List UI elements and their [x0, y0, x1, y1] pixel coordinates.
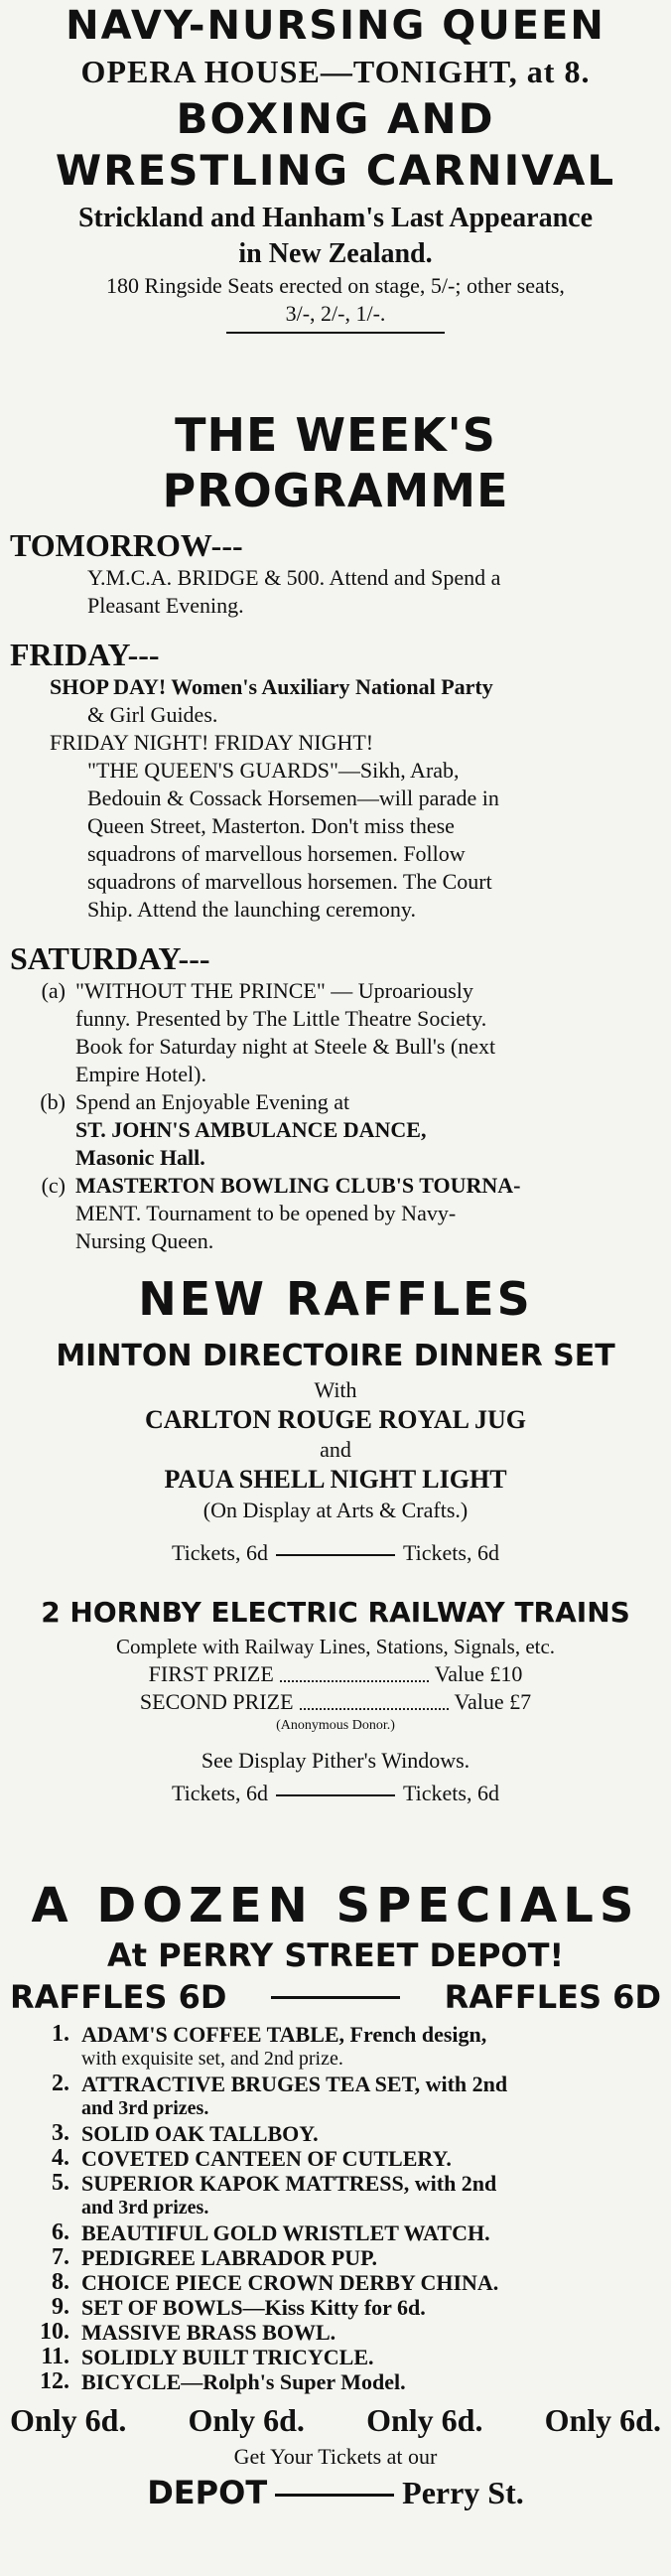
- programme-section: [10, 407, 661, 1255]
- trains-second-value: Value £7: [454, 1689, 532, 1714]
- list-item-line: with exquisite set, and 2nd prize.: [81, 2048, 343, 2070]
- header-venue: OPERA HOUSE—TONIGHT, at 8.: [80, 54, 591, 89]
- list-item-line: ATTRACTIVE BRUGES TEA SET, with 2nd: [81, 2072, 508, 2096]
- header-event-line1: BOXING AND: [176, 94, 495, 143]
- dinner-set-with: With: [314, 1377, 357, 1402]
- footer-perry-st: Perry St.: [402, 2475, 524, 2510]
- friday-line3: FRIDAY NIGHT! FRIDAY NIGHT!: [50, 730, 374, 755]
- friday-guards-line: squadrons of marvellous horsemen. Follow: [87, 841, 466, 866]
- dinner-set-jug: CARLTON ROUGE ROYAL JUG: [144, 1405, 527, 1434]
- saturday-item-c-line: Nursing Queen.: [75, 1228, 214, 1253]
- footer-depot: DEPOT: [147, 2474, 268, 2511]
- list-item: [10, 2245, 661, 2270]
- get-tickets-line: Get Your Tickets at our: [233, 2444, 438, 2469]
- trains-tickets: [10, 1776, 661, 1811]
- list-item-number: 6.: [52, 2219, 69, 2245]
- only-6d-text: Only 6d.: [544, 2402, 661, 2438]
- trains-second-prize: [10, 1688, 661, 1716]
- saturday-item-b-label: (b): [40, 1089, 66, 1114]
- footer-dash: [275, 2494, 394, 2497]
- trains-first-label: FIRST PRIZE: [148, 1661, 274, 1686]
- list-item-line: SOLIDLY BUILT TRICYCLE.: [81, 2345, 374, 2369]
- saturday-item-b: [10, 1088, 661, 1172]
- list-item-number: 2.: [52, 2071, 69, 2096]
- saturday-item-a-label: (a): [41, 978, 66, 1003]
- dinner-set-display: (On Display at Arts & Crafts.): [202, 1498, 469, 1522]
- raffles-section: [10, 1271, 661, 1811]
- header-rule: [226, 332, 445, 334]
- list-item: [10, 2022, 661, 2072]
- list-item-number: 12.: [40, 2368, 69, 2394]
- list-item: [10, 2369, 661, 2394]
- prize-dots: [280, 1660, 429, 1682]
- header-appearance-line2: in New Zealand.: [238, 238, 433, 269]
- trains-complete: Complete with Railway Lines, Stations, Signals, etc.: [115, 1635, 556, 1658]
- trains-tickets-right: Tickets, 6d: [403, 1781, 499, 1805]
- list-item-number: 7.: [52, 2244, 69, 2270]
- friday-guards-line: Queen Street, Masterton. Don't miss these: [87, 813, 455, 838]
- list-item: [10, 2171, 661, 2220]
- list-item-number: 10.: [40, 2319, 69, 2345]
- dinner-set-light: PAUA SHELL NIGHT LIGHT: [164, 1465, 507, 1494]
- list-item-line: ADAM'S COFFEE TABLE, French design,: [81, 2022, 487, 2047]
- saturday-item-c-line: MASTERTON BOWLING CLUB'S TOURNA-: [75, 1173, 521, 1198]
- friday-guards-line: Ship. Attend the launching ceremony.: [87, 897, 416, 922]
- list-item-number: 5.: [52, 2170, 69, 2196]
- list-item: [10, 2345, 661, 2369]
- trains-display: See Display Pither's Windows.: [201, 1748, 470, 1773]
- programme-title: THE WEEK'S PROGRAMME: [162, 408, 509, 517]
- friday-guards-paragraph: [10, 757, 661, 924]
- header-title: NAVY-NURSING QUEEN: [66, 3, 605, 49]
- dinner-set-title: MINTON DIRECTOIRE DINNER SET: [56, 1339, 615, 1373]
- dinner-set-tickets-right: Tickets, 6d: [403, 1540, 499, 1565]
- list-item-number: 4.: [52, 2145, 69, 2171]
- saturday-item-c-label: (c): [41, 1173, 66, 1198]
- only-6d-text: Only 6d.: [366, 2402, 483, 2438]
- list-item-line: MASSIVE BRASS BOWL.: [81, 2320, 336, 2345]
- list-item-line: BICYCLE—Rolph's Super Model.: [81, 2369, 406, 2394]
- list-item: [10, 2220, 661, 2245]
- saturday-item-c-line: MENT. Tournament to be opened by Navy-: [75, 1201, 457, 1225]
- tomorrow-heading: TOMORROW---: [10, 527, 243, 563]
- specials-raffles-row: [10, 1976, 661, 2018]
- saturday-item-a-line: "WITHOUT THE PRINCE" — Uproariously: [75, 978, 473, 1003]
- list-item-line: COVETED CANTEEN OF CUTLERY.: [81, 2146, 452, 2171]
- list-item: [10, 2121, 661, 2146]
- saturday-item-c: [10, 1172, 661, 1255]
- list-item-line: SET OF BOWLS—Kiss Kitty for 6d.: [81, 2295, 426, 2320]
- header-seats-line1: 180 Ringside Seats erected on stage, 5/-; other seats,: [106, 273, 565, 298]
- list-item-line: CHOICE PIECE CROWN DERBY CHINA.: [81, 2270, 499, 2295]
- friday-heading: FRIDAY---: [10, 637, 160, 672]
- specials-title: A DOZEN SPECIALS: [31, 1878, 640, 1933]
- list-item: [10, 2295, 661, 2320]
- saturday-item-a: [10, 977, 661, 1088]
- raffles-title: NEW RAFFLES: [138, 1272, 533, 1326]
- trains-second-label: SECOND PRIZE: [139, 1689, 294, 1714]
- header-seats-line2: 3/-, 2/-, 1/-.: [285, 301, 386, 326]
- list-item-line: and 3rd prizes.: [81, 2097, 209, 2119]
- friday-line2: & Girl Guides.: [87, 702, 218, 727]
- specials-raffles-left: RAFFLES 6D: [10, 1978, 227, 2016]
- header-section: [10, 2, 661, 338]
- only-6d-text: Only 6d.: [10, 2402, 127, 2438]
- list-item-line: BEAUTIFUL GOLD WRISTLET WATCH.: [81, 2220, 490, 2245]
- list-item-number: 3.: [52, 2120, 69, 2146]
- specials-section: [10, 1877, 661, 2513]
- saturday-item-a-line: funny. Presented by The Little Theatre Society.: [75, 1006, 487, 1031]
- trains-donor: (Anonymous Donor.): [276, 1718, 395, 1733]
- friday-guards-line: squadrons of marvellous horsemen. The Court: [87, 869, 492, 894]
- tickets-dash: [276, 1554, 395, 1556]
- friday-line1: SHOP DAY! Women's Auxiliary National Party: [50, 674, 493, 699]
- saturday-item-b-line: Spend an Enjoyable Evening at: [75, 1089, 350, 1114]
- tomorrow-line1: Y.M.C.A. BRIDGE & 500. Attend and Spend a: [87, 565, 501, 590]
- friday-guards-line: Bedouin & Cossack Horsemen—will parade in: [87, 786, 499, 810]
- trains-first-prize: [10, 1660, 661, 1688]
- saturday-item-a-line: Book for Saturday night at Steele & Bull's (next: [75, 1034, 496, 1059]
- tickets-dash: [276, 1794, 395, 1796]
- list-item: [10, 2320, 661, 2345]
- specials-raffles-right: RAFFLES 6D: [444, 1978, 661, 2016]
- saturday-item-b-line: Masonic Hall.: [75, 1145, 205, 1170]
- list-item: [10, 2072, 661, 2121]
- only-6d-text: Only 6d.: [188, 2402, 305, 2438]
- header-event-line2: WRESTLING CARNIVAL: [55, 146, 616, 195]
- specials-list: [10, 2022, 661, 2394]
- dinner-set-and: and: [320, 1437, 351, 1462]
- saturday-item-b-line: ST. JOHN'S AMBULANCE DANCE,: [75, 1117, 427, 1142]
- trains-first-value: Value £10: [434, 1661, 523, 1686]
- raffles-dash: [271, 1996, 400, 1999]
- list-item-number: 8.: [52, 2269, 69, 2295]
- dinner-set-tickets: [10, 1533, 661, 1573]
- trains-tickets-left: Tickets, 6d: [172, 1781, 268, 1805]
- prize-dots: [300, 1688, 449, 1710]
- saturday-item-a-line: Empire Hotel).: [75, 1062, 206, 1086]
- dinner-set-tickets-left: Tickets, 6d: [172, 1540, 268, 1565]
- list-item-number: 9.: [52, 2294, 69, 2320]
- friday-guards-line: "THE QUEEN'S GUARDS"—Sikh, Arab,: [87, 758, 460, 783]
- specials-depot: At PERRY STREET DEPOT!: [106, 1936, 565, 1974]
- footer-depot-row: [10, 2472, 661, 2513]
- trains-title: 2 HORNBY ELECTRIC RAILWAY TRAINS: [41, 1596, 630, 1629]
- saturday-heading: SATURDAY---: [10, 940, 210, 976]
- tomorrow-line2: Pleasant Evening.: [87, 593, 244, 618]
- list-item-number: 11.: [41, 2344, 69, 2369]
- list-item-line: SUPERIOR KAPOK MATTRESS, with 2nd: [81, 2171, 497, 2196]
- list-item: [10, 2146, 661, 2171]
- header-appearance-line1: Strickland and Hanham's Last Appearance: [77, 203, 594, 233]
- list-item-line: and 3rd prizes.: [81, 2197, 209, 2218]
- list-item-number: 1.: [52, 2021, 69, 2047]
- list-item-line: SOLID OAK TALLBOY.: [81, 2121, 319, 2146]
- list-item: [10, 2270, 661, 2295]
- list-item-line: PEDIGREE LABRADOR PUP.: [81, 2245, 378, 2270]
- only-6d-row: [10, 2398, 661, 2442]
